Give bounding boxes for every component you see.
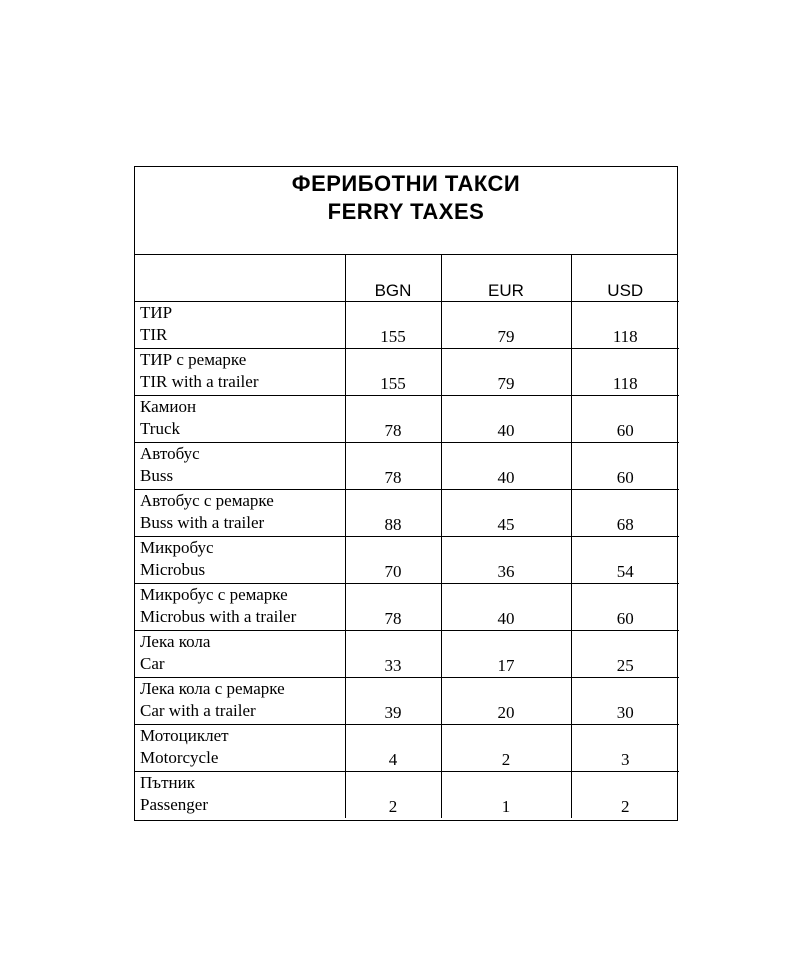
table-row — [135, 583, 679, 630]
vehicle-name-english: Microbus — [140, 559, 206, 579]
price-bgn-cell: 155 — [345, 301, 441, 348]
price-usd-cell: 60 — [571, 583, 679, 630]
price-bgn-cell: 88 — [345, 489, 441, 536]
header-bgn: BGN — [345, 255, 441, 301]
vehicle-name-cell — [135, 536, 345, 583]
price-bgn-cell: 4 — [345, 724, 441, 771]
price-usd-cell: 60 — [571, 395, 679, 442]
price-eur-cell: 40 — [441, 442, 571, 489]
table-row — [135, 536, 679, 583]
price-usd-cell: 118 — [571, 301, 679, 348]
price-usd-cell: 3 — [571, 724, 679, 771]
price-bgn-cell: 78 — [345, 395, 441, 442]
price-eur-cell: 79 — [441, 348, 571, 395]
vehicle-name-english: Passenger — [140, 794, 208, 814]
price-bgn-cell: 155 — [345, 348, 441, 395]
header-vehicle — [135, 255, 345, 301]
table-row — [135, 724, 679, 771]
header-usd: USD — [571, 255, 679, 301]
price-bgn-cell: 78 — [345, 442, 441, 489]
vehicle-name-bulgarian: ТИР с ремарке — [140, 349, 247, 369]
vehicle-name-bulgarian: Автобус — [140, 443, 200, 463]
price-eur-cell: 79 — [441, 301, 571, 348]
price-bgn-cell: 39 — [345, 677, 441, 724]
vehicle-name-cell — [135, 489, 345, 536]
vehicle-name-english: TIR with a trailer — [140, 371, 259, 391]
price-eur-cell: 40 — [441, 395, 571, 442]
vehicle-name-bulgarian: Пътник — [140, 772, 195, 792]
price-usd-cell: 30 — [571, 677, 679, 724]
price-eur-cell: 36 — [441, 536, 571, 583]
table-row — [135, 348, 679, 395]
price-eur-cell: 45 — [441, 489, 571, 536]
vehicle-name-cell — [135, 583, 345, 630]
table-row — [135, 301, 679, 348]
vehicle-name-cell — [135, 442, 345, 489]
vehicle-name-bulgarian: Камион — [140, 396, 197, 416]
table-row — [135, 395, 679, 442]
table-row — [135, 442, 679, 489]
header-eur: EUR — [441, 255, 571, 301]
table-row — [135, 489, 679, 536]
price-bgn-cell: 2 — [345, 771, 441, 818]
price-eur-cell: 40 — [441, 583, 571, 630]
vehicle-name-english: TIR — [140, 324, 168, 344]
price-usd-cell: 25 — [571, 630, 679, 677]
price-eur-cell: 1 — [441, 771, 571, 818]
table-row — [135, 771, 679, 818]
price-usd-cell: 68 — [571, 489, 679, 536]
price-bgn-cell: 70 — [345, 536, 441, 583]
title-bulgarian: ФЕРИБОТНИ ТАКСИ — [291, 171, 521, 196]
price-eur-cell: 17 — [441, 630, 571, 677]
vehicle-name-english: Car with a trailer — [140, 700, 256, 720]
ferry-taxes-sheet — [134, 166, 678, 821]
vehicle-name-cell — [135, 348, 345, 395]
vehicle-name-cell — [135, 724, 345, 771]
vehicle-name-english: Car — [140, 653, 165, 673]
vehicle-name-english: Truck — [140, 418, 180, 438]
vehicle-name-bulgarian: Микробус — [140, 537, 214, 557]
vehicle-name-english: Buss with a trailer — [140, 512, 265, 532]
vehicle-name-english: Microbus with a trailer — [140, 606, 297, 626]
price-eur-cell: 20 — [441, 677, 571, 724]
price-bgn-cell: 33 — [345, 630, 441, 677]
vehicle-name-bulgarian: Микробус с ремарке — [140, 584, 288, 604]
title-english: FERRY TAXES — [327, 199, 485, 224]
price-usd-cell: 2 — [571, 771, 679, 818]
price-usd-cell: 60 — [571, 442, 679, 489]
table-row — [135, 677, 679, 724]
vehicle-name-bulgarian: ТИР — [140, 302, 173, 322]
vehicle-name-bulgarian: Лека кола — [140, 631, 211, 651]
vehicle-name-bulgarian: Автобус с ремарке — [140, 490, 274, 510]
vehicle-name-bulgarian: Лека кола с ремарке — [140, 678, 285, 698]
vehicle-name-cell — [135, 630, 345, 677]
vehicle-name-cell — [135, 677, 345, 724]
ferry-taxes-table — [135, 255, 679, 818]
price-usd-cell: 54 — [571, 536, 679, 583]
price-bgn-cell: 78 — [345, 583, 441, 630]
vehicle-name-english: Buss — [140, 465, 174, 485]
vehicle-name-cell — [135, 395, 345, 442]
table-row — [135, 630, 679, 677]
price-eur-cell: 2 — [441, 724, 571, 771]
vehicle-name-english: Motorcycle — [140, 747, 219, 767]
vehicle-name-cell — [135, 301, 345, 348]
vehicle-name-bulgarian: Мотоциклет — [140, 725, 229, 745]
table-body — [135, 301, 679, 818]
table-header-row — [135, 255, 679, 301]
vehicle-name-cell — [135, 771, 345, 818]
price-usd-cell: 118 — [571, 348, 679, 395]
title-block — [135, 167, 677, 255]
